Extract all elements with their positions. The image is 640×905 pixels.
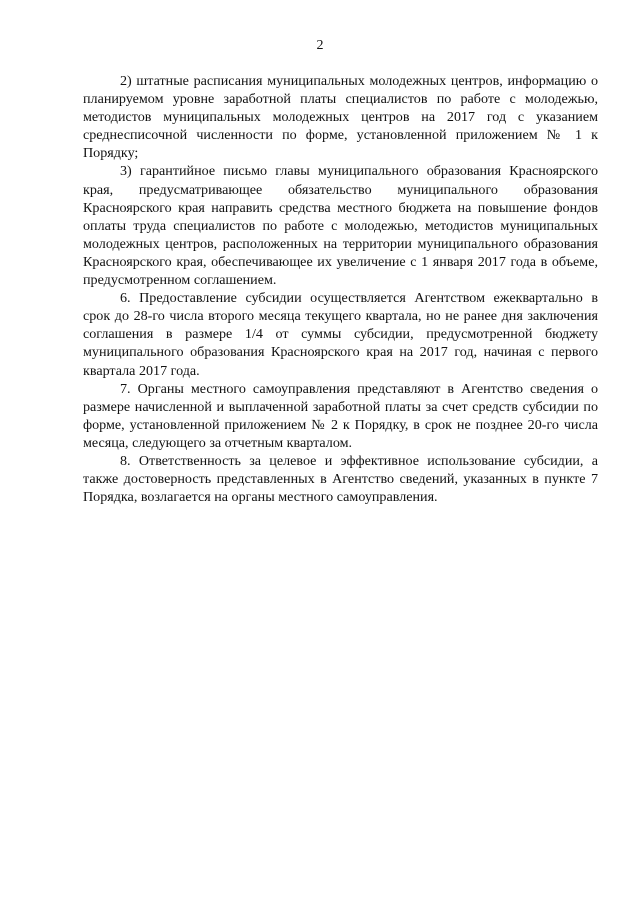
document-body — [83, 72, 598, 506]
page-number: 2 — [316, 38, 324, 53]
paragraph-clause-8: 8. Ответственность за целевое и эффективное использование субсидии, а также достоверность представленных в Агентство сведений, указанных в пункте 7 Порядка, возлагается на органы местного самоуправления. — [83, 452, 598, 506]
paragraph-item-2: 2) штатные расписания муниципальных молодежных центров, информацию о планируемом уровне заработной платы специалистов по работе с молодежью, методистов муниципальных молодежных центров на 2017 год с указанием среднесписочной численности по форме, установленной приложением № 1 к Порядку; — [83, 73, 598, 162]
paragraph-item-3: 3) гарантийное письмо главы муниципального образования Красноярского края, предусматривающее обязательство муниципального образования Красноярского края направить средства местного бюджета на повышение фондов оплаты труда специалистов по работе с молодежью, методистов муниципальных молодежных центров, расположенных на территории муниципального образования Красноярского края, обеспечивающее их увеличение с 1 января 2017 года в объеме, предусмотренном соглашением. — [83, 163, 598, 289]
paragraph-clause-6: 6. Предоставление субсидии осуществляется Агентством ежеквартально в срок до 28-го числа второго месяца текущего квартала, но не ранее дня заключения соглашения в размере 1/4 от суммы субсидии, предусмотренной бюджету муниципального образования Красноярского края на 2017 год, начиная с первого квартала 2017 года. — [83, 290, 598, 379]
paragraph-clause-7: 7. Органы местного самоуправления представляют в Агентство сведения о размере начисленной и выплаченной заработной платы за счет средств субсидии по форме, установленной приложением № 2 к Порядку, в срок не позднее 20-го числа месяца, следующего за отчетным кварталом. — [83, 380, 598, 451]
